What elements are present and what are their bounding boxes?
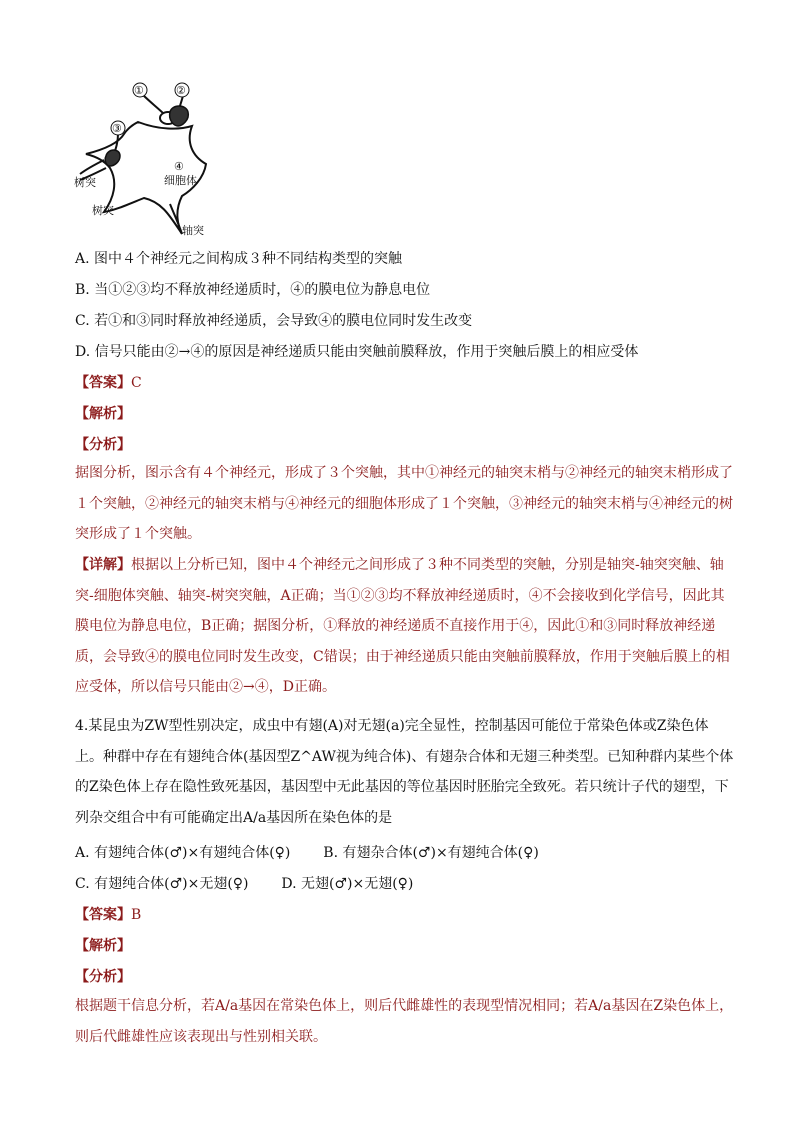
q4-option-b: B. 有翅杂合体(♂)×有翅纯合体(♀) — [323, 845, 539, 861]
q3-answer-line — [75, 373, 142, 393]
q4-answer-value: B — [131, 907, 142, 923]
q3-option-c: C. 若①和③同时释放神经递质，会导致④的膜电位同时发生改变 — [75, 313, 473, 329]
label-axon: 轴突 — [182, 224, 204, 237]
q3-fenxi-tag: 【分析】 — [75, 437, 131, 453]
neuron-1-axon — [142, 94, 164, 114]
q4-fenxi-text: 根据题干信息分析，若A/a基因在常染色体上，则后代雌雄性的表现型情况相同；若A/a基因在Z染色体上，则后代雌雄性应该表现出与性别相关联。 — [75, 998, 734, 1045]
neuron-2-terminal — [170, 106, 189, 126]
q4-options-row-1 — [75, 843, 539, 863]
label-neuron-2: ② — [176, 84, 186, 97]
neuron-synapse-diagram — [74, 78, 254, 238]
q3-option-a: A. 图中４个神经元之间构成３种不同结构类型的突触 — [75, 251, 403, 267]
label-neuron-4: ④ — [174, 160, 184, 173]
q4-option-d: D. 无翅(♂)×无翅(♀) — [281, 876, 414, 892]
dendrite-line — [80, 160, 104, 174]
answer-tag: 【答案】 — [75, 375, 131, 391]
q4-answer-line: 【答案】B — [75, 907, 142, 923]
detail-tag: 【详解】 — [75, 557, 131, 573]
q3-option-b: B. 当①②③均不释放神经递质时，④的膜电位为静息电位 — [75, 282, 431, 298]
q4-option-c: C. 有翅纯合体(♂)×无翅(♀) — [75, 876, 249, 892]
q4-option-a: A. 有翅纯合体(♂)×有翅纯合体(♀) — [75, 845, 291, 861]
label-neuron-3: ③ — [112, 122, 122, 135]
q4-fenxi-tag: 【分析】 — [75, 969, 131, 985]
detail-text: 根据以上分析已知，图中４个神经元之间形成了３种不同类型的突触，分别是轴突-轴突突触、轴突-细胞体突触、轴突-树突突触，A正确；当①②③均不释放神经递质时，④不会接收到化学信号，因此其膜电位为静息电位，B正确；据图分析，①释放的神经递质不直接作用于④，因此①和③同时释放神经递质，会导致④的膜电位同时发生改变，C错误；由于神经递质只能由突触前膜释放，作用于突触后膜上的相应受体，所以信号只能由②→④，D正确。 — [75, 557, 730, 695]
q4-stem: 4.某昆虫为ZW型性别决定，成虫中有翅(A)对无翅(a)完全显性，控制基因可能位于常染色体或Z染色体上。种群中存在有翅纯合体(基因型Z^AW视为纯合体)、有翅杂合体和无翅三种类型。已知种群内某些个体的Z染色体上存在隐性致死基因，基因型中无此基因的等位基因时胚胎完全致死。若只统计子代的翅型，下列杂交组合中有可能确定出A/a基因所在染色体的是 — [75, 718, 734, 826]
label-cell-body: 细胞体 — [164, 174, 197, 187]
q4-options-row-2 — [75, 874, 413, 894]
label-dendrite-upper: 树突 — [74, 176, 96, 189]
q3-fenxi-text: 据图分析，图示含有４个神经元，形成了３个突触，其中①神经元的轴突末梢与②神经元的轴突末梢形成了１个突触，②神经元的轴突末梢与④神经元的细胞体形成了１个突触，③神经元的轴突末梢与④神经元的树突形成了１个突触。 — [75, 465, 733, 542]
q4-analysis-tag: 【解析】 — [75, 938, 131, 954]
answer-value: C — [131, 375, 142, 391]
label-dendrite-lower: 树突 — [92, 204, 114, 217]
label-neuron-1: ① — [134, 84, 144, 97]
q3-analysis-tag: 【解析】 — [75, 406, 131, 422]
q3-detail — [75, 550, 735, 703]
q3-option-d: D. 信号只能由②→④的原因是神经递质只能由突触前膜释放，作用于突触后膜上的相应受体 — [75, 344, 639, 360]
